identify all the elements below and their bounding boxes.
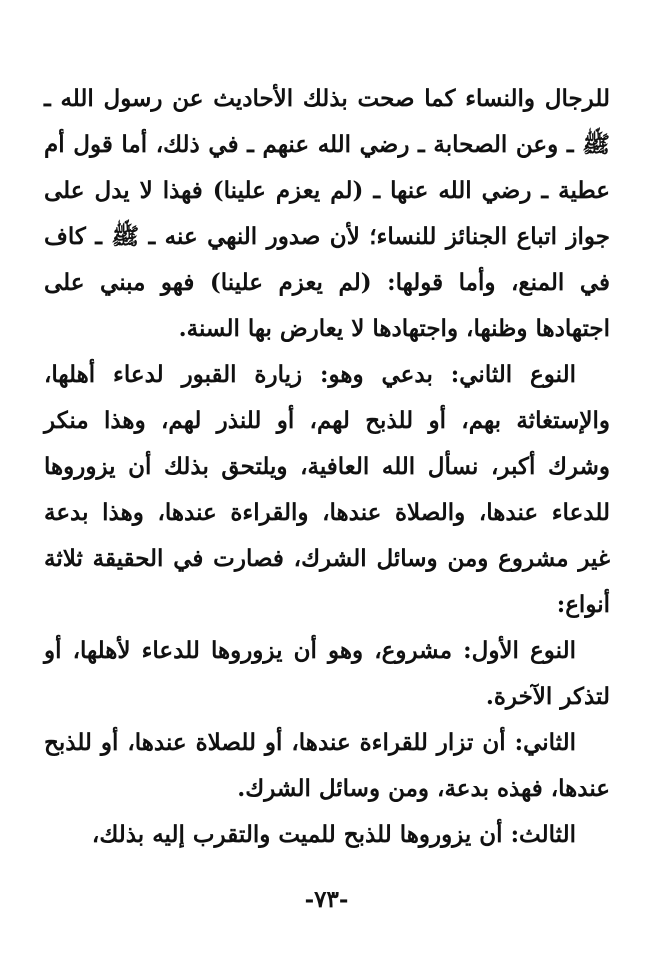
paragraph-5: الثالث: أن يزوروها للذبح للميت والتقرب إليه بذلك،: [91, 821, 576, 848]
paragraph-1: للرجال والنساء كما صحت بذلك الأحاديث عن رسول الله ـ ﷺ ـ وعن الصحابة ـ رضي الله عنهم ـ في ذلك، أما قول أم عطية ـ رضي الله عنها ـ (لم يعزم علينا) فهذا لا يدل على جواز اتباع الجنائز للنساء؛ لأن صدور النهي عنه ـ ﷺ ـ كاف في المنع، وأما قولها: (لم يعزم علينا) فهو مبني على اجتهادها وظنها، واجتهادها لا يعارض بها السنة.: [44, 85, 610, 342]
page-number: -٧٣-: [304, 886, 349, 913]
paragraph-4: الثاني: أن تزار للقراءة عندها، أو للصلاة عندها، أو للذبح عندها، فهذه بدعة، ومن وسائل الشرك.: [44, 729, 610, 802]
paragraph-3: النوع الأول: مشروع، وهو أن يزوروها للدعاء لأهلها، أو لتذكر الآخرة.: [44, 637, 610, 710]
body-text: [44, 76, 610, 858]
paragraph-2: النوع الثاني: بدعي وهو: زيارة القبور لدعاء أهلها، والإستغاثة بهم، أو للذبح لهم، أو للنذر لهم، وهذا منكر وشرك أكبر، نسأل الله العافية، ويلتحق بذلك أن يزوروها للدعاء عندها، والصلاة عندها، والقراءة عندها، وهذا بدعة غير مشروع ومن وسائل الشرك، فصارت في الحقيقة ثلاثة أنواع:: [44, 361, 610, 618]
